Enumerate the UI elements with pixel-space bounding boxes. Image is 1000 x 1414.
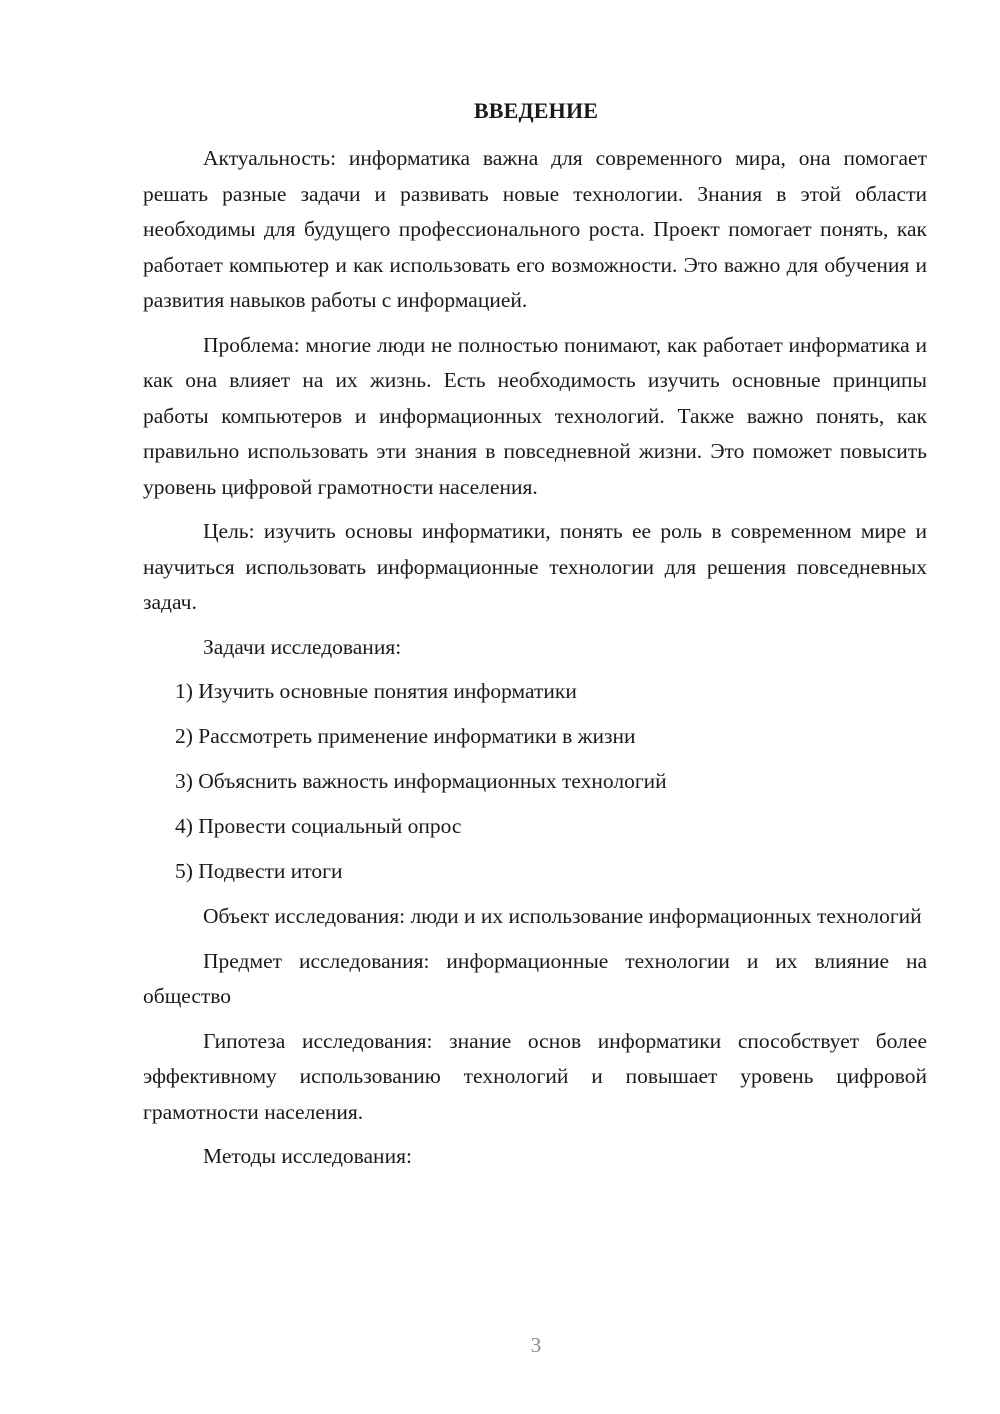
relevance-paragraph: Актуальность: информатика важна для современного мира, она помогает решать разные задачи и развивать новые технологии. Знания в этой области необходимы для будущего профессионального роста. Проект помогает понять, как работает компьютер и как использовать его возможности. Это важно для обучения и развития навыков работы с информацией. (143, 146, 927, 312)
page-number: 3 (530, 1333, 542, 1357)
hypothesis-paragraph: Гипотеза исследования: знание основ информатики способствует более эффективному использованию технологий и повышает уровень цифровой грамотности населения. (143, 1028, 927, 1124)
subject-paragraph: Предмет исследования: информационные технологии и их влияние на общество (143, 948, 927, 1008)
tasks-heading: Задачи исследования: (203, 634, 402, 659)
problem-paragraph: Проблема: многие люди не полностью понимают, как работает информатика и как она влияет на их жизнь. Есть необходимость изучить основные принципы работы компьютеров и информационных технологий. Также важно понять, как правильно использовать эти знания в повседневной жизни. Это поможет повысить уровень цифровой грамотности населения. (143, 332, 927, 499)
task-item: 2) Рассмотреть применение информатики в жизни (175, 724, 636, 748)
object-paragraph: Объект исследования: люди и их использование информационных технологий (203, 904, 922, 928)
task-item: 5) Подвести итоги (175, 859, 343, 883)
task-item: 4) Провести социальный опрос (175, 814, 462, 838)
task-item: 3) Объяснить важность информационных технологий (175, 769, 667, 793)
task-item: 1) Изучить основные понятия информатики (175, 679, 577, 703)
goal-paragraph: Цель: изучить основы информатики, понять ее роль в современном мире и научиться использовать информационные технологии для решения повседневных задач. (143, 519, 927, 614)
document-body (143, 141, 927, 1184)
methods-heading: Методы исследования: (203, 1144, 412, 1168)
page-title: ВВЕДЕНИЕ (473, 98, 599, 123)
